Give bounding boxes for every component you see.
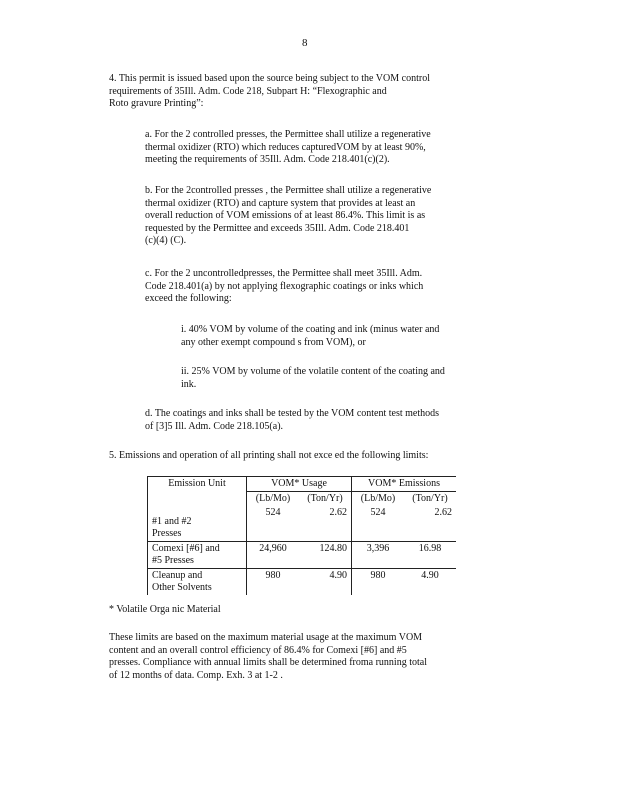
row-unit	[148, 506, 247, 542]
text-line: These limits are based on the maximum material usage at the maximum VOM	[109, 632, 423, 643]
text-line: Roto gravure Printing”:	[109, 98, 204, 110]
item-4c-i	[181, 324, 497, 349]
text-line: (c)(4) (C).	[145, 235, 187, 247]
unit-line: Comexi [#6] and	[152, 543, 220, 554]
text-line: thermal oxidizer (RTO) which reduces capturedVOM by at least 90%,	[145, 141, 426, 153]
header-emission-unit: Emission Unit	[148, 477, 247, 492]
footnote	[109, 604, 489, 617]
cell-usage-lbmo: 24,960	[247, 542, 300, 569]
text-line: c. For the 2 uncontrolledpresses, the Permittee shall meet 35Ill. Adm.	[145, 268, 423, 279]
cell-usage-tonyr: 124.80	[299, 542, 352, 569]
text-line: requested by the Permittee and exceeds 35Ill. Adm. Code 218.401	[145, 222, 410, 234]
table-row	[148, 542, 457, 569]
subheader-blank	[148, 492, 247, 507]
table-header-row	[148, 477, 457, 492]
row-unit	[148, 542, 247, 569]
subheader-emissions-tonyr: (Ton/Yr)	[404, 492, 456, 507]
table-row	[148, 569, 457, 596]
text-line: i. 40% VOM by volume of the coating and ink (minus water and	[181, 324, 440, 335]
text-line: presses. Compliance with annual limits shall be determined froma running total	[109, 657, 427, 669]
text-line: content and an overall control efficiency of 86.4% for Comexi [#6] and #5	[109, 644, 407, 656]
text-line: a. For the 2 controlled presses, the Permittee shall utilize a regenerative	[145, 129, 431, 140]
closing-paragraph	[109, 632, 493, 682]
cell-usage-tonyr: 2.62	[329, 507, 347, 518]
text-line: b. For the 2controlled presses , the Permittee shall utilize a regenerative	[145, 185, 432, 196]
cell-usage-tonyr: 4.90	[299, 569, 352, 596]
text-line: meeting the requirements of 35Ill. Adm. Code 218.401(c)(2).	[145, 154, 390, 166]
item-5	[109, 450, 489, 463]
header-vom-usage: VOM* Usage	[247, 477, 352, 492]
text-line: overall reduction of VOM emissions of at least 86.4%. This limit is as	[145, 210, 426, 222]
cell-usage-lbmo: 524	[265, 507, 281, 518]
table-row	[148, 506, 457, 542]
item-4-intro	[109, 73, 491, 111]
page-number: 8	[302, 37, 308, 49]
cell-emissions-tonyr: 4.90	[404, 569, 456, 596]
table-subheader-row	[148, 492, 457, 507]
item-4a	[145, 129, 495, 167]
unit-line: #5 Presses	[152, 555, 194, 566]
cell-emissions-tonyr: 16.98	[404, 542, 456, 569]
header-vom-emissions: VOM* Emissions	[352, 477, 457, 492]
limits-table	[147, 476, 456, 595]
subheader-emissions-lbmo: (Lb/Mo)	[352, 492, 405, 507]
cell-emissions-lbmo: 980	[352, 569, 405, 596]
text-line: Code 218.401(a) by not applying flexographic coatings or inks which	[145, 280, 424, 292]
text-line: ink.	[181, 378, 197, 390]
cell-emissions-lbmo: 3,396	[352, 542, 405, 569]
item-4d	[145, 408, 495, 433]
text-line: 5. Emissions and operation of all printing shall not exce ed the following limits:	[109, 450, 429, 461]
subheader-usage-lbmo: (Lb/Mo)	[247, 492, 300, 507]
text-line: ii. 25% VOM by volume of the volatile content of the coating and	[181, 366, 445, 377]
unit-line: Cleanup and	[152, 570, 203, 581]
item-4c	[145, 268, 495, 306]
subheader-usage-tonyr: (Ton/Yr)	[299, 492, 352, 507]
text-line: thermal oxidizer (RTO) and capture system that provides at least an	[145, 197, 416, 209]
cell-usage-lbmo: 980	[247, 569, 300, 596]
text-line: any other exempt compound s from VOM), or	[181, 336, 366, 348]
cell-emissions-lbmo: 524	[352, 506, 405, 542]
text-line: exceed the following:	[145, 293, 232, 305]
text-line: of 12 months of data. Comp. Exh. 3 at 1-2 .	[109, 669, 283, 681]
row-unit	[148, 569, 247, 596]
text-line: d. The coatings and inks shall be tested by the VOM content test methods	[145, 408, 440, 419]
text-line: requirements of 35Ill. Adm. Code 218, Subpart H: “Flexographic and	[109, 85, 387, 97]
cell-emissions-tonyr: 2.62	[434, 507, 452, 518]
item-4c-ii	[181, 366, 497, 391]
text-line: of [3]5 Ill. Adm. Code 218.105(a).	[145, 420, 284, 432]
unit-line: Presses	[152, 528, 182, 539]
unit-line: #1 and #2	[152, 516, 192, 527]
item-4b	[145, 185, 495, 248]
unit-line: Other Solvents	[152, 582, 212, 593]
text-line: * Volatile Orga nic Material	[109, 604, 221, 615]
text-line: 4. This permit is issued based upon the source being subject to the VOM control	[109, 73, 430, 84]
